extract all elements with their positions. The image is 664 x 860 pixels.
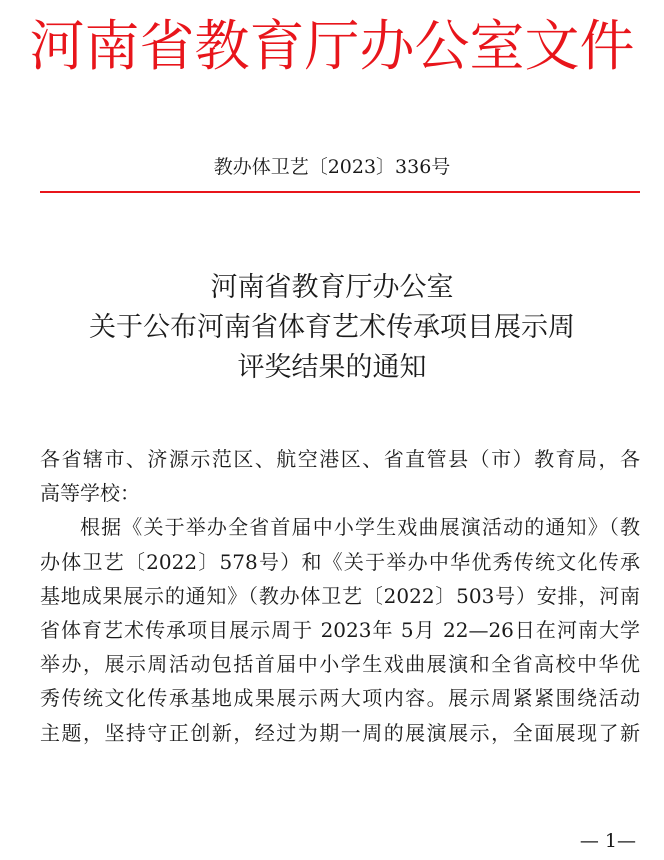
paragraph-line-6: 秀传统文化传承基地成果展示两大项内容。展示周紧紧围绕活动	[40, 686, 640, 711]
document-title	[0, 268, 664, 388]
document-body	[40, 442, 640, 750]
red-separator-rule	[40, 191, 640, 193]
title-line-3: 评奖结果的通知	[237, 352, 427, 383]
paragraph-line-2: 办体卫艺〔2022〕578号）和《关于举办中华优秀传统文化传承	[40, 549, 640, 574]
addressee-line-1: 各省辖市、济源示范区、航空港区、省直管县（市）教育局，各	[40, 447, 640, 471]
paragraph-line-3: 基地成果展示的通知》（教办体卫艺〔2022〕503号）安排，河南	[40, 583, 640, 608]
document-number: 教办体卫艺〔2023〕336号	[213, 156, 451, 178]
title-line-2: 关于公布河南省体育艺术传承项目展示周	[89, 312, 575, 343]
paragraph-line-7: 主题，坚持守正创新，经过为期一周的展演展示，全面展现了新	[40, 720, 640, 745]
title-line-1: 河南省教育厅办公室	[210, 272, 454, 303]
page-number: — 1—	[579, 830, 636, 852]
paragraph-line-1: 根据《关于举办全省首届中小学生戏曲展演活动的通知》（教	[80, 515, 640, 540]
paragraph-line-4: 省体育艺术传承项目展示周于 2023年 5月 22—26日在河南大学	[40, 617, 640, 642]
addressee-line-2: 高等学校：	[40, 481, 140, 506]
paragraph-line-5: 举办，展示周活动包括首届中小学生戏曲展演和全省高校中华优	[40, 652, 640, 677]
document-masthead: 河南省教育厅办公室文件	[29, 14, 635, 78]
